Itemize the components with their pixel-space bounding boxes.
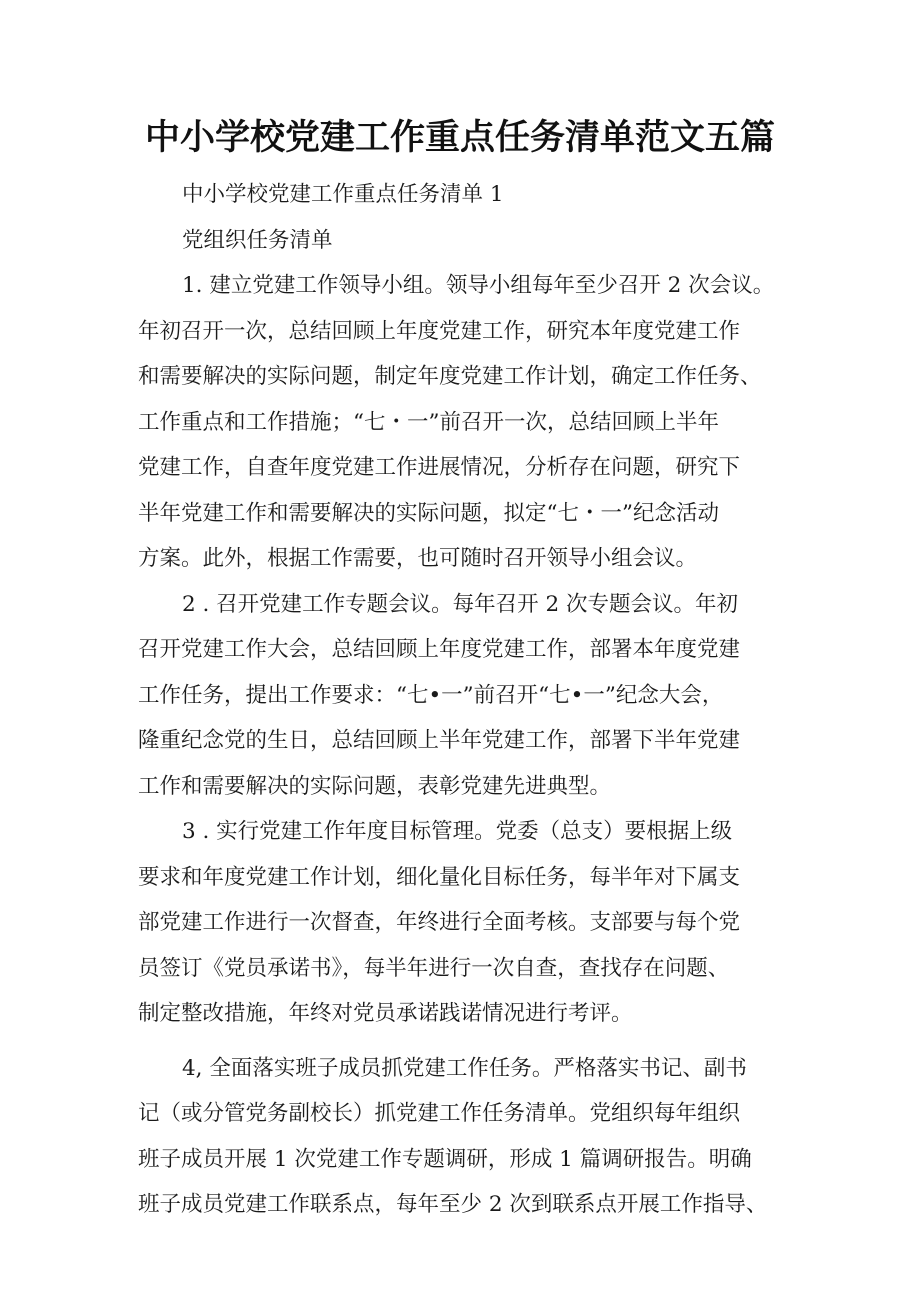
paragraph-line: 3 . 实行党建工作年度目标管理。党委（总支）要根据上级 [182,819,733,844]
subtitle: 中小学校党建工作重点任务清单 1 [182,182,504,207]
paragraph-line: 召开党建工作大会，总结回顾上年度党建工作，部署本年度党建 [138,637,741,662]
paragraph-line: 工作任务，提出工作要求：“七•一”前召开“七•一”纪念大会， [138,682,724,708]
paragraph-2 [138,582,788,810]
paragraph-line: 方案。此外，根据工作需要，也可随时召开领导小组会议。 [138,546,698,571]
paragraph-line: 部党建工作进行一次督查，年终进行全面考核。支部要与每个党 [138,910,741,935]
paragraph-3 [138,809,788,1037]
paragraph-line: 员签订《党员承诺书》，每半年进行一次自查，查找存在问题、 [138,955,730,981]
paragraph-line: 2 . 召开党建工作专题会议。每年召开 2 次专题会议。年初 [182,591,739,617]
paragraph-line: 工作和需要解决的实际问题，表彰党建先进典型。 [138,773,612,799]
paragraph-line: 4, 全面落实班子成员抓党建工作任务。严格落实书记、副书 [182,1055,747,1081]
paragraph-line: 记（或分管党务副校长）抓党建工作任务清单。党组织每年组织 [138,1101,741,1126]
paragraph-line: 要求和年度党建工作计划，细化量化目标任务，每半年对下属支 [138,864,741,890]
paragraph-line: 隆重纪念党的生日，总结回顾上半年党建工作，部署下半年党建 [138,728,741,753]
paragraph-line: 和需要解决的实际问题，制定年度党建工作计划，确定工作任务、 [138,364,762,389]
paragraph-line: 工作重点和工作措施；“七・一”前召开一次，总结回顾上半年 [138,409,719,435]
paragraph-1 [138,263,788,582]
document-body [138,172,788,1228]
paragraph-line: 党建工作，自查年度党建工作进展情况，分析存在问题，研究下 [138,455,741,480]
paragraph-line: 半年党建工作和需要解决的实际问题，拟定“七・一”纪念活动 [138,500,719,526]
paragraph-4 [138,1046,788,1228]
paragraph-line: 班子成员开展 1 次党建工作专题调研，形成 1 篇调研报告。明确 [138,1146,752,1172]
paragraph-line: 班子成员党建工作联系点，每年至少 2 次到联系点开展工作指导、 [138,1192,768,1217]
paragraph-line: 1. 建立党建工作领导小组。领导小组每年至少召开 2 次会议。 [182,273,775,298]
paragraph-gap [138,1037,788,1046]
paragraph-line: 制定整改措施，年终对党员承诺践诺情况进行考评。 [138,1001,633,1026]
section-heading: 党组织任务清单 [182,227,333,253]
paragraph-line: 年初召开一次，总结回顾上年度党建工作，研究本年度党建工作 [138,318,741,344]
document-title: 中小学校党建工作重点任务清单范文五篇 [144,118,775,158]
